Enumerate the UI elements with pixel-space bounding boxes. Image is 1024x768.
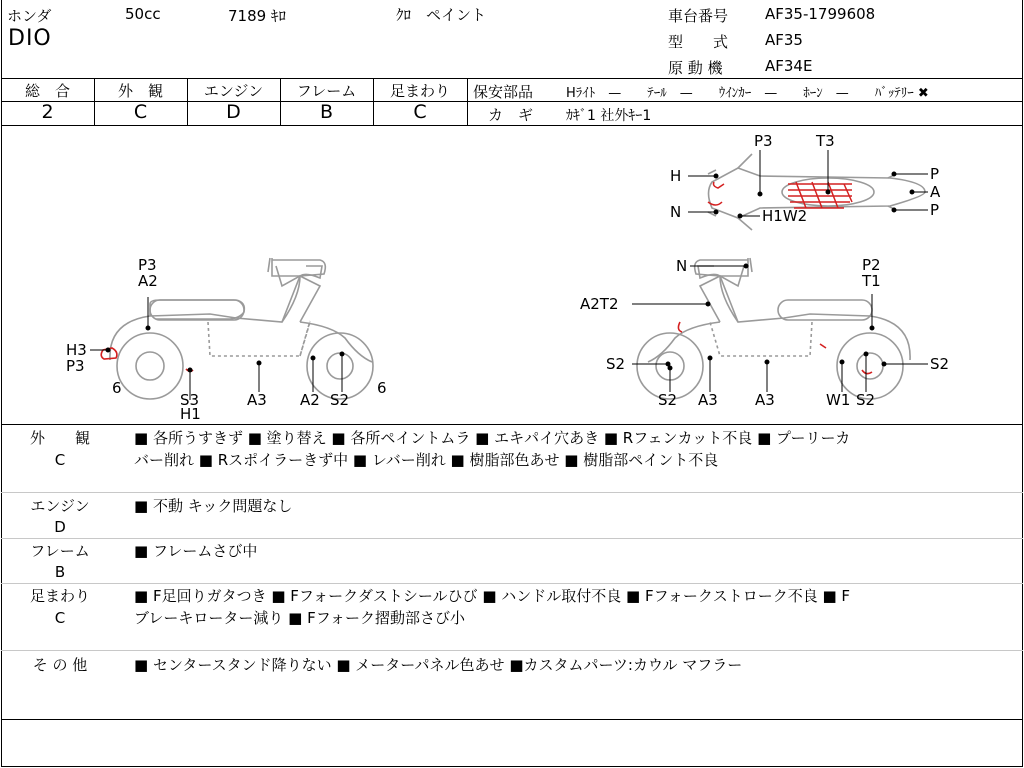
svg-text:P3: P3: [66, 357, 85, 375]
note-title-suspension: 足まわり: [29, 587, 90, 605]
svg-text:S2: S2: [856, 391, 876, 409]
grade-label-engine: エンジン: [203, 82, 264, 100]
svg-text:A3: A3: [247, 391, 267, 409]
note-grade-frame: B: [54, 563, 66, 581]
svg-text:A2T2: A2T2: [580, 295, 619, 313]
svg-text:P: P: [930, 165, 940, 183]
note-text-exterior-1: ■ 各所うすきず ■ 塗り替え ■ 各所ペイントムラ ■ エキパイ穴あき ■ Rフェンカット不良 ■ プーリーカ: [134, 429, 851, 447]
safety-label: 保安部品: [473, 83, 534, 101]
note-text-frame-1: ■ フレームさび中: [134, 542, 258, 560]
note-title-exterior: 外 観: [29, 429, 90, 447]
color: ｸﾛ ペイント: [396, 6, 487, 24]
note-title-engine: エンジン: [30, 497, 90, 515]
frame-no: AF35-1799608: [765, 5, 876, 23]
svg-text:A3: A3: [755, 391, 775, 409]
svg-text:A3: A3: [698, 391, 718, 409]
svg-text:A2: A2: [300, 391, 320, 409]
note-title-frame: フレーム: [30, 542, 90, 560]
grade-label-exterior: 外 観: [117, 82, 163, 100]
type-value: AF35: [765, 31, 803, 49]
svg-text:T3: T3: [816, 132, 835, 150]
grade-value-exterior: C: [133, 101, 148, 123]
svg-text:P3: P3: [754, 132, 773, 150]
note-text-suspension-1: ■ F足回りガタつき ■ Fフォークダストシールひび ■ ハンドル取付不良 ■ Fフォークストローク不良 ■ F: [134, 587, 851, 605]
note-text-engine-1: ■ 不動 キック問題なし: [134, 497, 293, 515]
svg-text:H1: H1: [180, 405, 201, 423]
note-text-suspension-2: ブレーキローター減り ■ Fフォーク摺動部さび小: [134, 609, 465, 627]
svg-text:S2: S2: [330, 391, 350, 409]
svg-text:N: N: [676, 257, 688, 275]
svg-text:6: 6: [377, 379, 387, 397]
grade-label-frame: フレーム: [296, 82, 357, 100]
safety-items: Hﾗｲﾄ — ﾃｰﾙ — ｳｲﾝｶｰ — ﾎｰﾝ — ﾊﾞｯﾃﾘｰ ✖: [566, 86, 929, 101]
engine-label: 原 動 機: [668, 59, 723, 77]
svg-text:T1: T1: [862, 272, 881, 290]
note-text-exterior-2: バー削れ ■ Rスポイラーきず中 ■ レバー削れ ■ 樹脂部色あせ ■ 樹脂部ペイント不良: [134, 451, 719, 469]
note-text-other-1: ■ センタースタンド降りない ■ メーターパネル色あせ ■カスタムパーツ:カウル マフラー: [134, 656, 743, 674]
damage-marks-top: [708, 182, 852, 208]
displacement: 50cc: [125, 5, 161, 23]
svg-text:S2: S2: [930, 355, 950, 373]
svg-text:H3: H3: [66, 341, 87, 359]
grade-label-overall: 総 合: [24, 82, 70, 100]
note-grade-exterior: C: [54, 451, 66, 469]
maker: ホンダ: [7, 7, 52, 25]
svg-text:A: A: [930, 183, 941, 201]
engine-value: AF34E: [765, 57, 813, 75]
note-title-other: そ の 他: [32, 656, 88, 674]
scooter-diagrams: [0, 126, 1024, 424]
svg-text:S3: S3: [180, 391, 200, 409]
keys-value: ｶｷﾞ1 社外ｷｰ1: [566, 108, 652, 124]
svg-text:S2: S2: [606, 355, 626, 373]
svg-text:P3: P3: [138, 256, 157, 274]
svg-text:P2: P2: [862, 256, 881, 274]
svg-text:W1: W1: [826, 391, 851, 409]
mileage: 7189 ｷﾛ: [228, 7, 286, 25]
note-grade-suspension: C: [54, 609, 66, 627]
grade-value-frame: B: [319, 101, 334, 123]
grade-label-suspension: 足まわり: [389, 82, 450, 100]
svg-text:A2: A2: [138, 272, 158, 290]
type-label: 型 式: [668, 33, 729, 51]
right-view-callouts: [632, 264, 928, 392]
grade-value-suspension: C: [413, 101, 427, 123]
keys-label: カ ギ: [488, 106, 534, 124]
note-grade-engine: D: [54, 518, 66, 536]
svg-text:H: H: [670, 167, 682, 185]
svg-text:S2: S2: [658, 391, 678, 409]
frame-no-label: 車台番号: [668, 7, 729, 25]
grade-value-overall: 2: [41, 101, 54, 123]
svg-text:N: N: [670, 203, 682, 221]
grade-value-engine: D: [226, 101, 241, 123]
model-name: DIO: [8, 26, 52, 51]
svg-text:P: P: [930, 201, 940, 219]
svg-text:H1W2: H1W2: [762, 207, 808, 225]
svg-text:6: 6: [112, 379, 122, 397]
